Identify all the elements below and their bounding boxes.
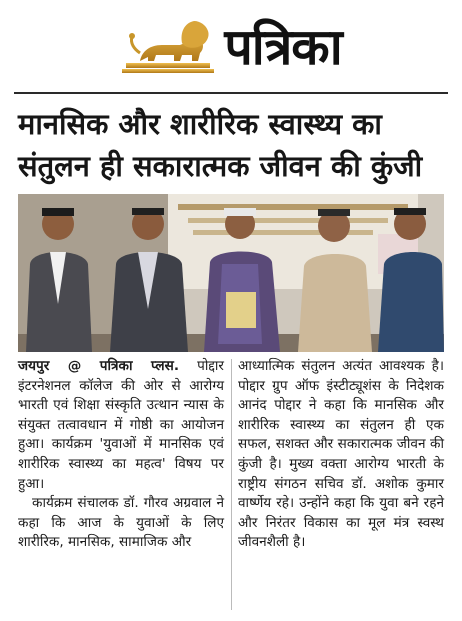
article-body (18, 357, 444, 612)
headline-line-1: मानसिक और शारीरिक स्वास्थ्य का (18, 107, 382, 141)
article-paragraph: जयपुर @ पत्रिका प्लस. पोद्दार इंटरनेशनल कॉलेज की ओर से आरोग्य भारती एवं शिक्षा संस्कृति उत्थान न्यास के संयुक्त तत्वावधान में गोष्ठी का आयोजन हुआ। कार्यक्रम 'युवाओं में मानसिक एवं शारीरिक स्वास्थ्य का महत्व' विषय पर हुआ। (18, 358, 224, 492)
headline-line-2: संतुलन ही सकारात्मक जीवन की कुंजी (18, 149, 423, 183)
article-paragraph: कार्यक्रम संचालक डॉ. गौरव अग्रवाल ने कहा कि आज के युवाओं के लिए शारीरिक, मानसिक, सामाजिक और (18, 495, 224, 551)
masthead-logo-text: पत्रिका (224, 18, 342, 76)
article-column-2 (238, 357, 444, 612)
article-paragraph: आध्यात्मिक संतुलन अत्यंत आवश्यक है। पोद्दार ग्रुप ऑफ इंस्टीट्यूशंस के निदेशक आनंद पोद्दार ने कहा कि मानसिक और शारीरिक स्वास्थ्य का संतुलन ही एक सफल, सशक्त और सकारात्मक जीवन की कुंजी है। मुख्य वक्ता आरोग्य भारती के राष्ट्रीय संगठन सचिव डॉ. अशोक कुमार वार्ष्णेय रहे। उन्होंने कहा कि युवा बने रहने और निरंतर विकास का मूल मंत्र स्वस्थ जीवनशैली है। (238, 358, 444, 551)
lion-emblem-icon (120, 13, 216, 77)
dateline: जयपुर @ पत्रिका प्लस. (18, 358, 180, 374)
group-photo-icon (18, 194, 444, 352)
masthead (0, 0, 462, 90)
article-column-1 (18, 357, 224, 612)
article-headline (18, 103, 446, 187)
column-divider (231, 359, 232, 610)
article-photo (18, 194, 444, 352)
masthead-divider (14, 92, 448, 94)
